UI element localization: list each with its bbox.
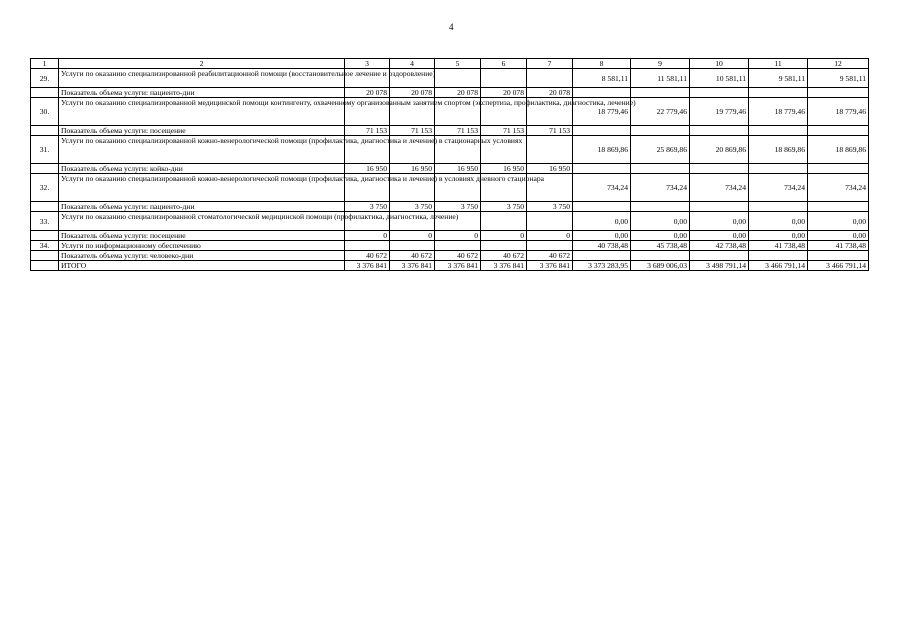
value-cell: 0,00 [749,231,808,241]
value-cell: 734,24 [749,174,808,202]
value-cell [573,251,631,261]
column-header: 11 [749,59,808,69]
value-cell: 734,24 [573,174,631,202]
value-cell: 41 738,48 [749,241,808,251]
value-cell: 71 153 [345,126,390,136]
value-cell [481,212,527,231]
value-cell: 3 498 791,14 [690,261,749,271]
value-cell [749,164,808,174]
value-cell: 40 672 [345,251,390,261]
value-cell [527,212,573,231]
value-cell: 18 869,86 [749,136,808,164]
value-cell [749,126,808,136]
value-cell: 3 376 841 [345,261,390,271]
row-description: Услуги по оказанию специализированной реабилитационной помощи (восстановительное лечение и оздоровление) [59,69,345,88]
value-cell [435,241,481,251]
value-cell: 9 581,11 [749,69,808,88]
row-number: 31. [31,136,59,164]
row-description: Услуги по информационному обеспечению [59,241,345,251]
value-cell: 3 750 [527,202,573,212]
value-cell [573,88,631,98]
value-cell: 20 078 [435,88,481,98]
indicator-row [31,231,869,241]
indicator-row [31,126,869,136]
value-cell: 3 750 [345,202,390,212]
service-row [31,136,869,164]
value-cell [749,251,808,261]
column-header: 1 [31,59,59,69]
value-cell: 40 672 [481,251,527,261]
value-cell: 0 [481,231,527,241]
page-number: 4 [449,22,454,32]
value-cell [631,164,690,174]
value-cell [690,88,749,98]
row-description: Услуги по оказанию специализированной стоматологической медицинской помощи (профилактика, диагностика, лечение) [59,212,345,231]
row-number: 29. [31,69,59,88]
value-cell [690,251,749,261]
value-cell: 40 672 [527,251,573,261]
header-row [31,59,869,69]
value-cell: 42 738,48 [690,241,749,251]
column-header: 12 [808,59,869,69]
value-cell: 19 779,46 [690,98,749,126]
value-cell: 3 750 [435,202,481,212]
value-cell: 0 [345,231,390,241]
value-cell [390,241,435,251]
value-cell [690,164,749,174]
value-cell: 0,00 [690,212,749,231]
value-cell [631,251,690,261]
service-row [31,98,869,126]
value-cell [631,88,690,98]
value-cell [527,136,573,164]
value-cell: 16 950 [390,164,435,174]
value-cell: 0 [435,231,481,241]
value-cell: 3 689 006,03 [631,261,690,271]
value-cell: 71 153 [527,126,573,136]
value-cell: 40 738,48 [573,241,631,251]
row-number [31,261,59,271]
row-description: Показатель объема услуги: пациенто-дни [59,88,345,98]
row-number [31,202,59,212]
service-row [31,174,869,202]
value-cell: 20 078 [390,88,435,98]
value-cell: 0,00 [808,212,869,231]
value-cell: 16 950 [435,164,481,174]
value-cell: 0,00 [573,231,631,241]
row-description: Показатель объема услуги: пациенто-дни [59,202,345,212]
row-description: Показатель объема услуги: посещение [59,126,345,136]
value-cell: 9 581,11 [808,69,869,88]
value-cell: 20 078 [345,88,390,98]
value-cell: 40 672 [390,251,435,261]
value-cell [631,202,690,212]
value-cell: 8 581,11 [573,69,631,88]
value-cell: 0,00 [808,231,869,241]
row-description: Показатель объема услуги: человеко-дни [59,251,345,261]
value-cell: 22 779,46 [631,98,690,126]
value-cell [435,69,481,88]
value-cell: 3 376 841 [435,261,481,271]
row-number: 30. [31,98,59,126]
value-cell: 3 376 841 [390,261,435,271]
column-header: 5 [435,59,481,69]
value-cell: 3 750 [390,202,435,212]
column-header: 4 [390,59,435,69]
value-cell: 71 153 [390,126,435,136]
value-cell: 16 950 [527,164,573,174]
row-description: Показатель объема услуги: посещение [59,231,345,241]
value-cell: 3 373 283,95 [573,261,631,271]
column-header: 6 [481,59,527,69]
value-cell: 3 376 841 [527,261,573,271]
total-row [31,261,869,271]
row-number [31,88,59,98]
row-number: 34. [31,241,59,251]
value-cell: 3 376 841 [481,261,527,271]
value-cell: 71 153 [481,126,527,136]
row-description: Услуги по оказанию специализированной кожно-венерологической помощи (профилактика, диагностика и лечение) в стационарных условиях [59,136,345,164]
value-cell: 18 869,86 [573,136,631,164]
value-cell: 0,00 [749,212,808,231]
column-header: 3 [345,59,390,69]
row-description: ИТОГО [59,261,345,271]
service-row [31,69,869,88]
value-cell [631,126,690,136]
value-cell: 3 750 [481,202,527,212]
value-cell: 18 869,86 [808,136,869,164]
value-cell: 40 672 [435,251,481,261]
budget-table [30,58,869,271]
service-row [31,212,869,231]
value-cell [481,69,527,88]
value-cell: 0 [390,231,435,241]
value-cell [808,126,869,136]
indicator-row [31,164,869,174]
row-description: Услуги по оказанию специализированной кожно-венерологической помощи (профилактика, диагностика и лечение) в условиях дневного стационара [59,174,345,202]
value-cell [690,202,749,212]
value-cell [573,202,631,212]
value-cell: 0,00 [631,231,690,241]
value-cell: 45 738,48 [631,241,690,251]
value-cell: 20 078 [527,88,573,98]
value-cell: 16 950 [481,164,527,174]
value-cell: 3 466 791,14 [749,261,808,271]
value-cell: 41 738,48 [808,241,869,251]
value-cell: 20 869,86 [690,136,749,164]
value-cell [481,241,527,251]
column-header: 8 [573,59,631,69]
value-cell: 734,24 [631,174,690,202]
value-cell [749,202,808,212]
service-row [31,241,869,251]
value-cell: 734,24 [690,174,749,202]
value-cell: 20 078 [481,88,527,98]
value-cell [573,164,631,174]
value-cell [527,241,573,251]
value-cell [345,241,390,251]
value-cell: 18 779,46 [749,98,808,126]
row-number [31,164,59,174]
row-number [31,126,59,136]
indicator-row [31,88,869,98]
indicator-row [31,251,869,261]
value-cell: 0 [527,231,573,241]
row-description: Услуги по оказанию специализированной медицинской помощи контингенту, охваченному организованным занятием спортом (экспертиза, профилактика, диагностика, лечение) [59,98,345,126]
value-cell [573,126,631,136]
column-header: 10 [690,59,749,69]
value-cell [527,69,573,88]
value-cell [808,88,869,98]
value-cell: 25 869,86 [631,136,690,164]
value-cell: 18 779,46 [573,98,631,126]
row-number [31,231,59,241]
value-cell: 16 950 [345,164,390,174]
value-cell [749,88,808,98]
value-cell [690,126,749,136]
column-header: 2 [59,59,345,69]
row-number [31,251,59,261]
row-description: Показатель объема услуги: койко-дни [59,164,345,174]
value-cell: 0,00 [631,212,690,231]
value-cell: 734,24 [808,174,869,202]
value-cell: 18 779,46 [808,98,869,126]
value-cell: 3 466 791,14 [808,261,869,271]
indicator-row [31,202,869,212]
value-cell: 10 581,11 [690,69,749,88]
value-cell: 0,00 [690,231,749,241]
value-cell: 71 153 [435,126,481,136]
value-cell: 11 581,11 [631,69,690,88]
value-cell [808,164,869,174]
column-header: 7 [527,59,573,69]
row-number: 32. [31,174,59,202]
value-cell [808,202,869,212]
value-cell: 0,00 [573,212,631,231]
column-header: 9 [631,59,690,69]
row-number: 33. [31,212,59,231]
value-cell [808,251,869,261]
